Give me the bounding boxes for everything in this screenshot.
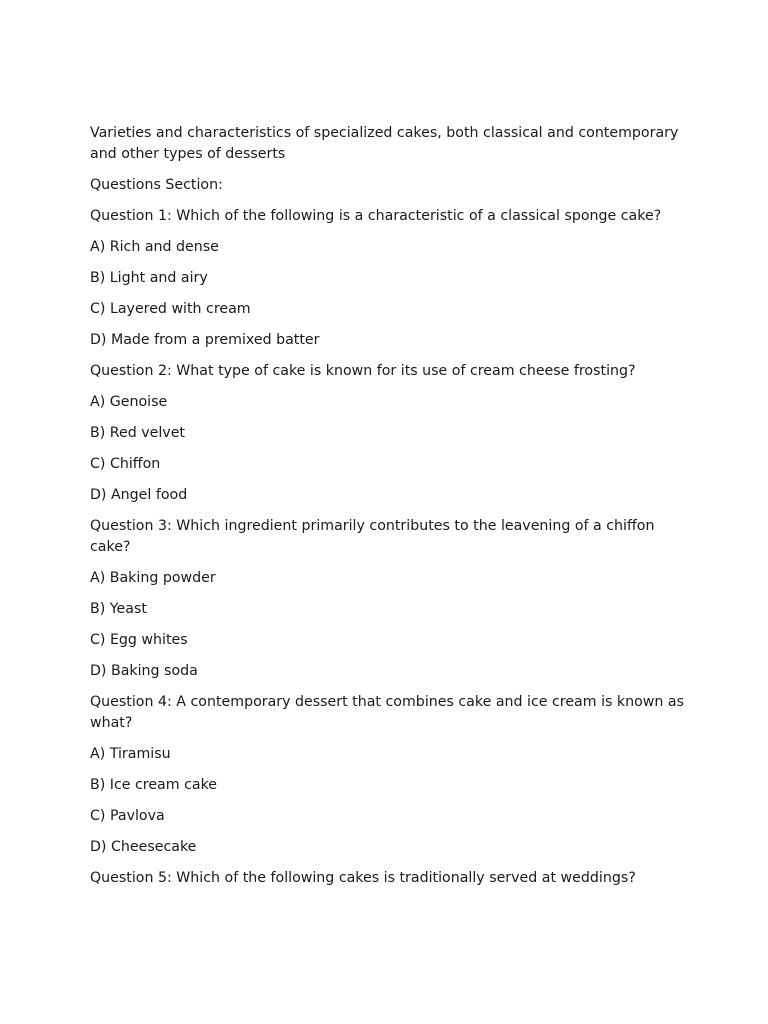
answer-option: B) Light and airy <box>90 270 208 286</box>
question-1 <box>90 206 690 351</box>
answer-option: A) Genoise <box>90 394 168 410</box>
answer-options <box>90 392 690 506</box>
answer-option: C) Chiffon <box>90 456 161 472</box>
answer-option: D) Angel food <box>90 487 188 503</box>
answer-option: C) Layered with cream <box>90 301 251 317</box>
answer-option: D) Cheesecake <box>90 839 197 855</box>
answer-options <box>90 568 690 682</box>
document-title: Varieties and characteristics of specialized cakes, both classical and contemporary and other types of desserts <box>90 125 679 162</box>
question-text: Question 1: Which of the following is a characteristic of a classical sponge cake? <box>90 208 662 224</box>
answer-option: C) Egg whites <box>90 632 188 648</box>
answer-option: C) Pavlova <box>90 808 165 824</box>
question-5 <box>90 868 690 889</box>
answer-option: A) Baking powder <box>90 570 216 586</box>
question-3 <box>90 516 690 682</box>
document-page <box>90 123 690 899</box>
answer-options <box>90 744 690 858</box>
answer-option: B) Ice cream cake <box>90 777 218 793</box>
question-text: Question 4: A contemporary dessert that combines cake and ice cream is known as what? <box>90 694 684 731</box>
question-text: Question 5: Which of the following cakes is traditionally served at weddings? <box>90 870 636 886</box>
question-4 <box>90 692 690 858</box>
answer-options <box>90 237 690 351</box>
question-text: Question 2: What type of cake is known for its use of cream cheese frosting? <box>90 363 636 379</box>
question-text: Question 3: Which ingredient primarily contributes to the leavening of a chiffon cake? <box>90 518 655 555</box>
answer-option: B) Red velvet <box>90 425 185 441</box>
question-2 <box>90 361 690 506</box>
answer-option: D) Made from a premixed batter <box>90 332 320 348</box>
answer-option: A) Rich and dense <box>90 239 219 255</box>
section-heading: Questions Section: <box>90 177 223 193</box>
answer-option: B) Yeast <box>90 601 147 617</box>
answer-option: D) Baking soda <box>90 663 198 679</box>
answer-option: A) Tiramisu <box>90 746 171 762</box>
